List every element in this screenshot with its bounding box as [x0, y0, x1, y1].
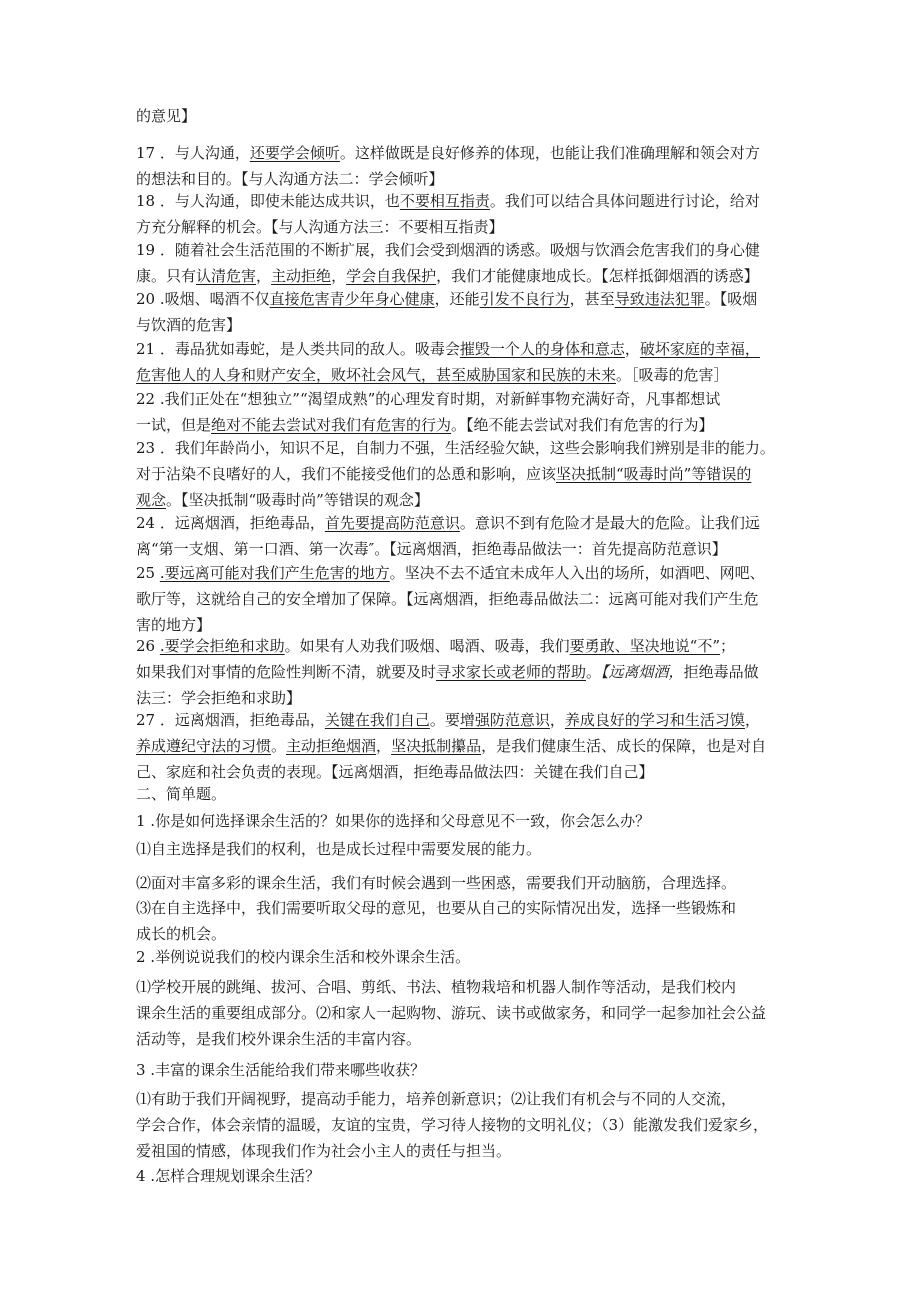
underlined-text: 认清危害	[196, 267, 257, 285]
text-run: ；	[720, 637, 736, 655]
text-line	[136, 435, 796, 461]
text-run: 己、家庭和社会负责的表现。【远离烟酒，拒绝毒品做法四：关键在我们自己】	[136, 763, 654, 781]
item-24	[136, 510, 796, 562]
underlined-text: 摧毁一个人的身体和意志	[459, 340, 625, 358]
text-run: 拒绝毒品做	[683, 663, 759, 681]
text-line	[136, 536, 796, 562]
text-run: 2 .举例说说我们的校内课余生活和校外课余生活。	[136, 948, 471, 966]
text-run: ，	[549, 711, 565, 729]
text-line	[136, 461, 796, 487]
text-run: 19 ．随着社会生活范围的不断扩展，我们会受到烟酒的诱惑。吸烟与饮酒会危害我们的身心健	[136, 241, 760, 259]
text-line	[136, 781, 796, 807]
underlined-text: .要学会拒绝和求助	[159, 637, 285, 655]
text-line	[136, 1112, 796, 1138]
underlined-text: 养成良好的学习和生活习馍	[564, 711, 745, 729]
underlined-text: 不要相互指责	[399, 192, 490, 210]
text-run: ，	[376, 737, 392, 755]
underlined-text: 还要学会倾听	[249, 144, 340, 162]
text-run: 27 ．远离烟酒，拒绝毒品，	[136, 711, 325, 729]
text-line	[136, 286, 796, 312]
text-run: 3 .丰富的课余生活能给我们带来哪些收获？	[136, 1061, 426, 1079]
text-run: 离“第一支烟、第一口酒、第一次毒″。【远离烟酒，拒绝毒品做法一：首先提高防范意识】	[136, 540, 727, 558]
paragraph-continuation	[136, 103, 796, 129]
text-run: ⑴自主选择是我们的权利，也是成长过程中需要发展的能力。	[136, 840, 542, 858]
text-line	[136, 1026, 796, 1052]
text-run: 1 .你是如何选择课余生活的？如果你的选择和父母意见不一致，你会怎么办？	[136, 812, 651, 830]
text-run: ，	[331, 267, 347, 285]
answer-1-part-2	[136, 870, 796, 896]
item-22	[136, 386, 796, 438]
answer-3	[136, 1086, 796, 1164]
text-run: 。［吸毒的危害］	[616, 366, 729, 384]
text-line	[136, 1138, 796, 1164]
text-run: 歌厅等，这就给自己的安全增加了保障。【远离烟酒，拒绝毒品做法二：远离可能对我们产生危	[136, 590, 759, 608]
section-heading	[136, 781, 796, 807]
underlined-text: 关键在我们自己	[324, 711, 430, 729]
underlined-text: .要远离可能对我们产生危害的地方	[159, 564, 390, 582]
text-run: 法三：学会拒绝和求助】	[136, 689, 302, 707]
text-run: 。要	[429, 711, 460, 729]
text-run: 一试，但是	[136, 416, 212, 434]
text-line	[136, 188, 796, 214]
text-run: 与饮酒的危害】	[136, 316, 242, 334]
text-line	[136, 659, 796, 685]
text-run: ⑶在自主选择中，我们需要听取父母的意见，也要从自己的实际情况出发，选择一些锻炼和	[136, 899, 737, 917]
text-line	[136, 895, 796, 921]
item-23	[136, 435, 796, 513]
text-run: 4 .怎样合理规划课余生活？	[136, 1167, 321, 1185]
text-line	[136, 237, 796, 263]
text-run: 20 .吸烟、喝酒不仅	[136, 290, 270, 308]
text-run: 成长的机会。	[136, 925, 227, 943]
item-27	[136, 707, 796, 785]
text-run: ⑴学校开展的跳绳、拔河、合唱、剪纸、书法、植物栽培和机器人制作等活动，是我们校内	[136, 978, 737, 996]
text-run: ，我们才能健康地成长。【怎样抵御烟酒的诱惑】	[436, 267, 759, 285]
text-line	[136, 560, 796, 586]
text-run: ，	[624, 340, 640, 358]
text-run: 18 ．与人沟通，即使未能达成共识，也	[136, 192, 400, 210]
text-line	[136, 733, 796, 759]
underlined-text: 学会自我保护	[346, 267, 437, 285]
text-line	[136, 707, 796, 733]
underlined-text: 要勇敢、坚决地说“不”	[569, 637, 720, 655]
text-run: 康。只有	[136, 267, 197, 285]
question-2	[136, 944, 796, 970]
text-line	[136, 140, 796, 166]
text-run: 。【坚决抵制“吸毒时尚”等错误的观念】	[166, 491, 429, 509]
item-26	[136, 633, 796, 711]
text-run: 方充分解释的机会。【与人沟通方法三：不要相互指责】	[136, 218, 504, 236]
text-line	[136, 974, 796, 1000]
text-run: ⑵面对丰富多彩的课余生活，我们有时候会遇到一些困惑，需要我们开动脑筋，合理选择。	[136, 874, 737, 892]
underlined-text: 危害他人的人身和财产安全，败坏社会风气，甚至威胁国家和民族的未来	[136, 366, 617, 384]
text-run: 。我们可以结合具体问题进行讨论，给对	[489, 192, 760, 210]
text-run: 25	[136, 564, 160, 582]
text-run: 活动等，是我们校外课余生活的丰富内容。	[136, 1030, 422, 1048]
underlined-text: 观念	[136, 491, 167, 509]
text-run: 二、简单题。	[136, 785, 227, 803]
text-run: 。【绝不能去尝试对我们有危害的行为】	[451, 416, 714, 434]
underlined-text: 引发不良行为	[479, 290, 570, 308]
text-run: 。意识不到有危险才是最大的危险。让我们远	[459, 514, 760, 532]
text-line	[136, 336, 796, 362]
text-line	[136, 808, 796, 834]
underlined-text: 增强防范意识	[459, 711, 550, 729]
text-run: 26	[136, 637, 160, 655]
underlined-text: 导致违法犯罪	[614, 290, 705, 308]
text-line	[136, 944, 796, 970]
answer-1-part-1	[136, 836, 796, 862]
text-run: 爱祖国的情感，体现我们作为社会小主人的责任与担当。	[136, 1142, 512, 1160]
question-4	[136, 1163, 796, 1189]
text-run: 。坚决不去不适宜未成年人入出的场所，如酒吧、网吧、	[389, 564, 765, 582]
question-1	[136, 808, 796, 834]
text-run: 学会合作，体会亲情的温暖，友谊的宝贵，学习待人接物的文明礼仪；（3）能激发我们爱家乡，	[136, 1116, 769, 1134]
text-run: 24 ．远离烟酒，拒绝毒品，	[136, 514, 325, 532]
underlined-text: 主动拒绝	[271, 267, 332, 285]
text-run: 的意见】	[136, 107, 197, 125]
item-20	[136, 286, 796, 338]
text-line	[136, 1000, 796, 1026]
item-19	[136, 237, 796, 289]
text-line	[136, 836, 796, 862]
text-run: 如果我们对事情的危险性判断不清，就要及时	[136, 663, 437, 681]
text-run: ，	[744, 711, 760, 729]
text-run: 。【吸烟	[704, 290, 758, 308]
item-17	[136, 140, 796, 192]
text-run: 22 .我们正处在“想独立”“渴望成熟”的心理发育时期，对新鲜事物充满好奇，凡事都想试	[136, 390, 721, 408]
answer-1-part-3	[136, 895, 796, 947]
text-run: ，还能	[434, 290, 480, 308]
item-25	[136, 560, 796, 638]
text-run: 对于沾染不良嗜好的人，我们不能接受他们的怂恿和影响，应该	[136, 465, 557, 483]
text-run: 。	[271, 737, 287, 755]
item-18	[136, 188, 796, 240]
text-run: ，甚至	[569, 290, 615, 308]
text-line	[136, 510, 796, 536]
text-line	[136, 386, 796, 412]
underlined-text: 破坏家庭的幸福，	[639, 340, 760, 358]
underlined-text: 寻求家长或老师的帮助	[436, 663, 587, 681]
text-run: 。这样做既是良好修养的体现，也能让我们准确理解和领会对方	[339, 144, 760, 162]
underlined-text: 坚决抵制“吸毒时尚”等错误的	[556, 465, 752, 483]
text-line	[136, 870, 796, 896]
text-run: ，	[256, 267, 272, 285]
text-line	[136, 1057, 796, 1083]
text-run: 21 ．毒品犹如毒蛇，是人类共同的敌人。吸毒会	[136, 340, 460, 358]
text-line	[136, 312, 796, 338]
text-run: 害的地方】	[136, 616, 212, 634]
underlined-text: 养成遵纪守法的习惯	[136, 737, 272, 755]
text-run: 的想法和目的。【与人沟通方法二：学会倾听】	[136, 170, 444, 188]
text-line	[136, 586, 796, 612]
underlined-text: 主动拒绝烟酒	[286, 737, 377, 755]
question-3	[136, 1057, 796, 1083]
underlined-text: 坚决抵制攥品	[391, 737, 482, 755]
underlined-text: 首先要提高防范意识	[324, 514, 460, 532]
answer-2	[136, 974, 796, 1052]
text-line	[136, 362, 796, 388]
text-line	[136, 1086, 796, 1112]
underlined-text: 直接危害青少年身心健康	[269, 290, 435, 308]
text-line	[136, 1163, 796, 1189]
underlined-text: 绝对不能去尝试对我们有危害的行为	[211, 416, 452, 434]
text-run: 课余生活的重要组成部分。⑵和家人一起购物、游玩、读书或做家务，和同学一起参加社会公益	[136, 1004, 767, 1022]
text-run: 17 ．与人沟通，	[136, 144, 250, 162]
item-21	[136, 336, 796, 388]
text-line	[136, 103, 796, 129]
text-run: 。如果有人劝我们吸烟、喝酒、吸毒，我们	[284, 637, 570, 655]
text-run: ，是我们健康生活、成长的保障，也是对自	[481, 737, 767, 755]
text-run: ⑴有助于我们开阔视野，提高动手能力，培养创新意识；⑵让我们有机会与不同的人交流，	[136, 1090, 737, 1108]
text-line	[136, 633, 796, 659]
text-run: 【远离烟酒，	[601, 663, 684, 681]
text-run: 。	[586, 663, 602, 681]
text-run: 23 ．我们年龄尚小，知识不足，自制力不强，生活经验欠缺，这些会影响我们辨别是非的能力。	[136, 439, 775, 457]
